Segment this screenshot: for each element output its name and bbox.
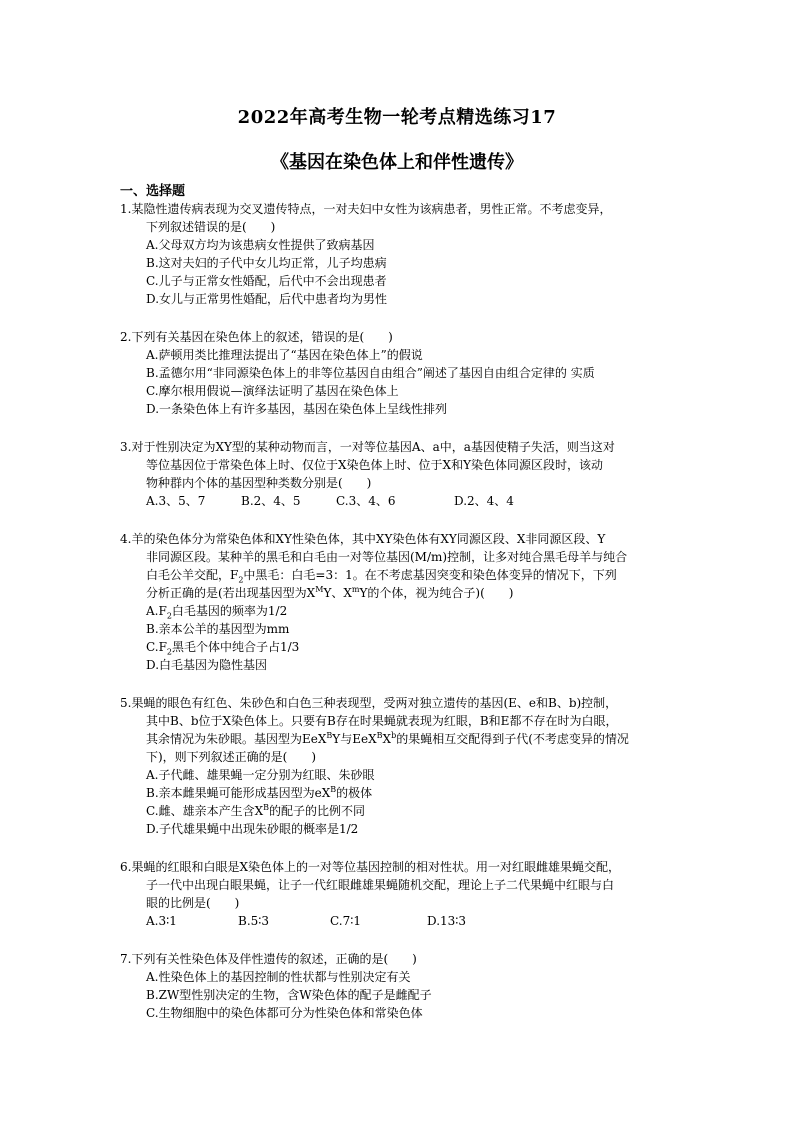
question-stem: 等位基因位于常染色体上时、仅位于X染色体上时、位于X和Y染色体同源区段时，该动 [146,458,604,472]
option-b: B.亲本公羊的基因型为mm [146,622,290,636]
option-d: D.白毛基因为隐性基因 [146,658,268,672]
option-b: B.5∶3 [238,914,270,928]
question-2 [120,328,700,418]
option-row [120,912,700,930]
question-stem: 白毛公羊交配，$F_2$中黑毛：白毛=3：1。在不考虑基因突变和染色体变异的情况下，下列 [146,568,617,585]
section-heading: 一、选择题 [120,184,186,199]
question-3 [120,438,700,510]
option-d: D.一条染色体上有许多基因，基因在染色体上呈线性排列 [146,402,448,416]
option-a: A.3、5、7 [146,494,206,508]
question-7 [120,950,700,1022]
question-stem: 其中B、b位于X染色体上。只要有B存在时果蝇就表现为红眼，B和E都不存在时为白眼， [146,714,618,728]
option-b: B.ZW型性别决定的生物，含W染色体的配子是雌配子 [146,988,432,1002]
question-stem: 7.下列有关性染色体及伴性遗传的叙述，正确的是( ) [120,952,417,966]
option-a: A.父母双方均为该患病女性提供了致病基因 [146,238,375,252]
question-stem: 眼的比例是( ) [146,896,240,910]
question-4 [120,530,700,674]
option-c: C.摩尔根用假说—演绎法证明了基因在染色体上 [146,384,399,398]
question-5 [120,694,700,838]
question-1 [120,200,700,308]
option-a: $A.F_2$白毛基因的频率为1/2 [146,604,288,621]
question-stem: 非同源区段。某种羊的黑毛和白毛由一对等位基因(M/m)控制，让多对纯合黑毛母羊与纯合 [146,550,628,564]
question-stem: 下列叙述错误的是( ) [146,220,276,234]
page-title: 2022年高考生物一轮考点精选练习17 [237,107,557,128]
question-stem: 1.某隐性遗传病表现为交叉遗传特点，一对夫妇中女性为该病患者，男性正常。不考虑变异， [120,202,612,216]
option-a: A.性染色体上的基因控制的性状都与性别决定有关 [146,970,411,984]
option-c: $C.F_2$黑毛个体中纯合子占1/3 [146,640,300,657]
option-a: A.3∶1 [146,914,177,928]
option-a: A.子代雌、雄果蝇一定分别为红眼、朱砂眼 [146,768,375,782]
question-stem: 3.对于性别决定为XY型的某种动物而言，一对等位基因A、a中，a基因使精子失活，则当这对 [120,440,615,454]
question-list [120,200,700,1022]
question-stem: 下)，则下列叙述正确的是( ) [146,750,317,764]
question-stem: 5.果蝇的眼色有红色、朱砂色和白色三种表现型，受两对独立遗传的基因(E、e和B、b)控制， [120,696,618,710]
question-stem: 2.下列有关基因在染色体上的叙述，错误的是( ) [120,330,393,344]
question-6 [120,858,700,930]
option-c: C.儿子与正常女性婚配，后代中不会出现患者 [146,274,387,288]
option-c: C.生物细胞中的染色体都可分为性染色体和常染色体 [146,1006,423,1020]
option-d: D.子代雄果蝇中出现朱砂眼的概率是1/2 [146,822,359,836]
question-stem: 其余情况为朱砂眼。基因型为EeX$^B$Y与$EeX^BX^b$的果蝇相互交配得到子代(不考虑变异的情况 [146,731,629,746]
option-d: D.13∶3 [427,914,467,928]
question-stem: 6.果蝇的红眼和白眼是X染色体上的一对等位基因控制的相对性状。用一对红眼雌雄果蝇交配， [120,860,620,874]
option-b: B.这对夫妇的子代中女儿均正常，儿子均患病 [146,256,387,270]
option-b: B.亲本雌果蝇可能形成基因型为$eX^B$的极体 [146,785,373,800]
question-stem: 子一代中出现白眼果蝇，让子一代红眼雌雄果蝇随机交配，理论上子二代果蝇中红眼与白 [146,878,615,892]
option-c: C.雌、雄亲本产生含$X^B$的配子的比例不同 [146,803,366,818]
option-row [120,492,700,510]
page-subtitle: 《基因在染色体上和伴性遗传》 [271,152,523,173]
option-b: B.2、4、5 [241,494,301,508]
question-stem: 分析正确的是(若出现基因型为$X^MY$、$X^mY$的个体，视为纯合子)( ) [146,585,514,600]
option-b: B.孟德尔用“非同源染色体上的非等位基因自由组合”阐述了基因自由组合定律的 实质 [146,366,595,380]
option-c: C.3、4、6 [336,494,396,508]
question-stem: 物种群内个体的基因型种类数分别是( ) [146,476,372,490]
question-stem: 4.羊的染色体分为常染色体和XY性染色体，其中XY染色体有XY同源区段、X非同源区段、Y [120,532,606,546]
option-d: D.女儿与正常男性婚配，后代中患者均为男性 [146,292,388,306]
option-c: C.7∶1 [330,914,361,928]
option-a: A.萨顿用类比推理法提出了“基因在染色体上”的假说 [146,348,423,362]
option-d: D.2、4、4 [454,494,514,508]
